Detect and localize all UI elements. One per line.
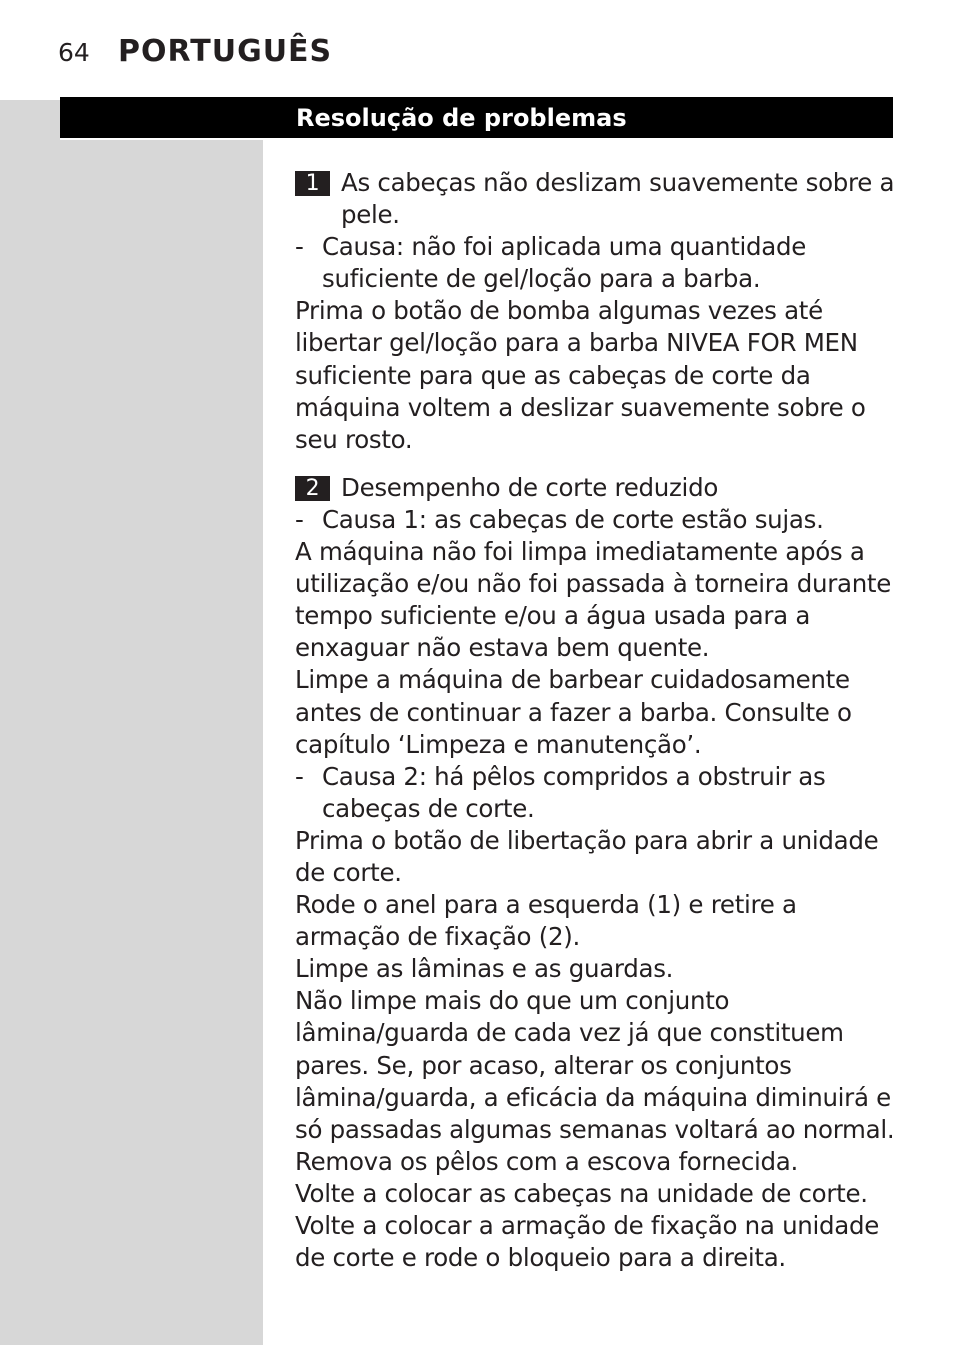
step-number-badge: 2 [295,476,330,501]
instruction-text: Volte a colocar a armação de fixação na unidade de corte e rode o bloqueio para a direita. [295,1211,880,1273]
problem-title: As cabeças não deslizam suavemente sobre a pele. [341,168,895,230]
problem-title: Desempenho de corte reduzido [341,472,719,502]
cause-text: Causa 2: há pêlos compridos a obstruir as cabeças de corte. [322,761,826,823]
instruction-text: Limpe as lâminas e as guardas. [295,954,674,984]
instruction-text: Volte a colocar as cabeças na unidade de corte. [295,1178,868,1208]
page-number: 64 [58,38,90,67]
sidebar-panel [0,100,263,1345]
problem-heading [295,472,900,504]
instruction-text: Prima o botão de libertação para abrir a unidade de corte. [295,825,879,887]
cause-item: - Causa 2: há pêlos compridos a obstruir as cabeças de corte. [295,761,826,823]
solution-text: Prima o botão de bomba algumas vezes até libertar gel/loção para a barba NIVEA FOR MEN suficiente para que as cabeças de corte da máquina voltem a deslizar suavemente sobre o seu rosto. [295,296,866,454]
cause-text: Causa: não foi aplicada uma quantidade suficiente de gel/loção para a barba. [322,232,807,294]
section-title: Resolução de problemas [296,104,627,132]
cause-text: Causa 1: as cabeças de corte estão sujas. [322,504,824,534]
instruction-text: Rode o anel para a esquerda (1) e retire a armação de fixação (2). [295,890,797,952]
cause-item: - Causa 1: as cabeças de corte estão sujas. [295,504,824,534]
solution-text: Limpe a máquina de barbear cuidadosamente antes de continuar a fazer a barba. Consulte o capítulo ‘Limpeza e manutenção’. [295,665,852,759]
problem-heading [295,167,900,231]
instruction-text: Não limpe mais do que um conjunto lâmina/guarda de cada vez já que constituem pares. Se, por acaso, alterar os conjuntos lâmina/guarda, a eficácia da máquina diminuirá e só passadas algumas semanas voltará ao normal. [295,986,895,1144]
cause-item: - Causa: não foi aplicada uma quantidade suficiente de gel/loção para a barba. [295,232,807,294]
language-heading: PORTUGUÊS [118,34,333,69]
instruction-text: Remova os pêlos com a escova fornecida. [295,1146,798,1176]
section-header-bar [60,97,893,138]
content-column [295,167,900,1274]
step-number-badge: 1 [295,171,330,196]
explanation-text: A máquina não foi limpa imediatamente após a utilização e/ou não foi passada à torneira durante tempo suficiente e/ou a água usada para a enxaguar não estava bem quente. [295,537,892,663]
